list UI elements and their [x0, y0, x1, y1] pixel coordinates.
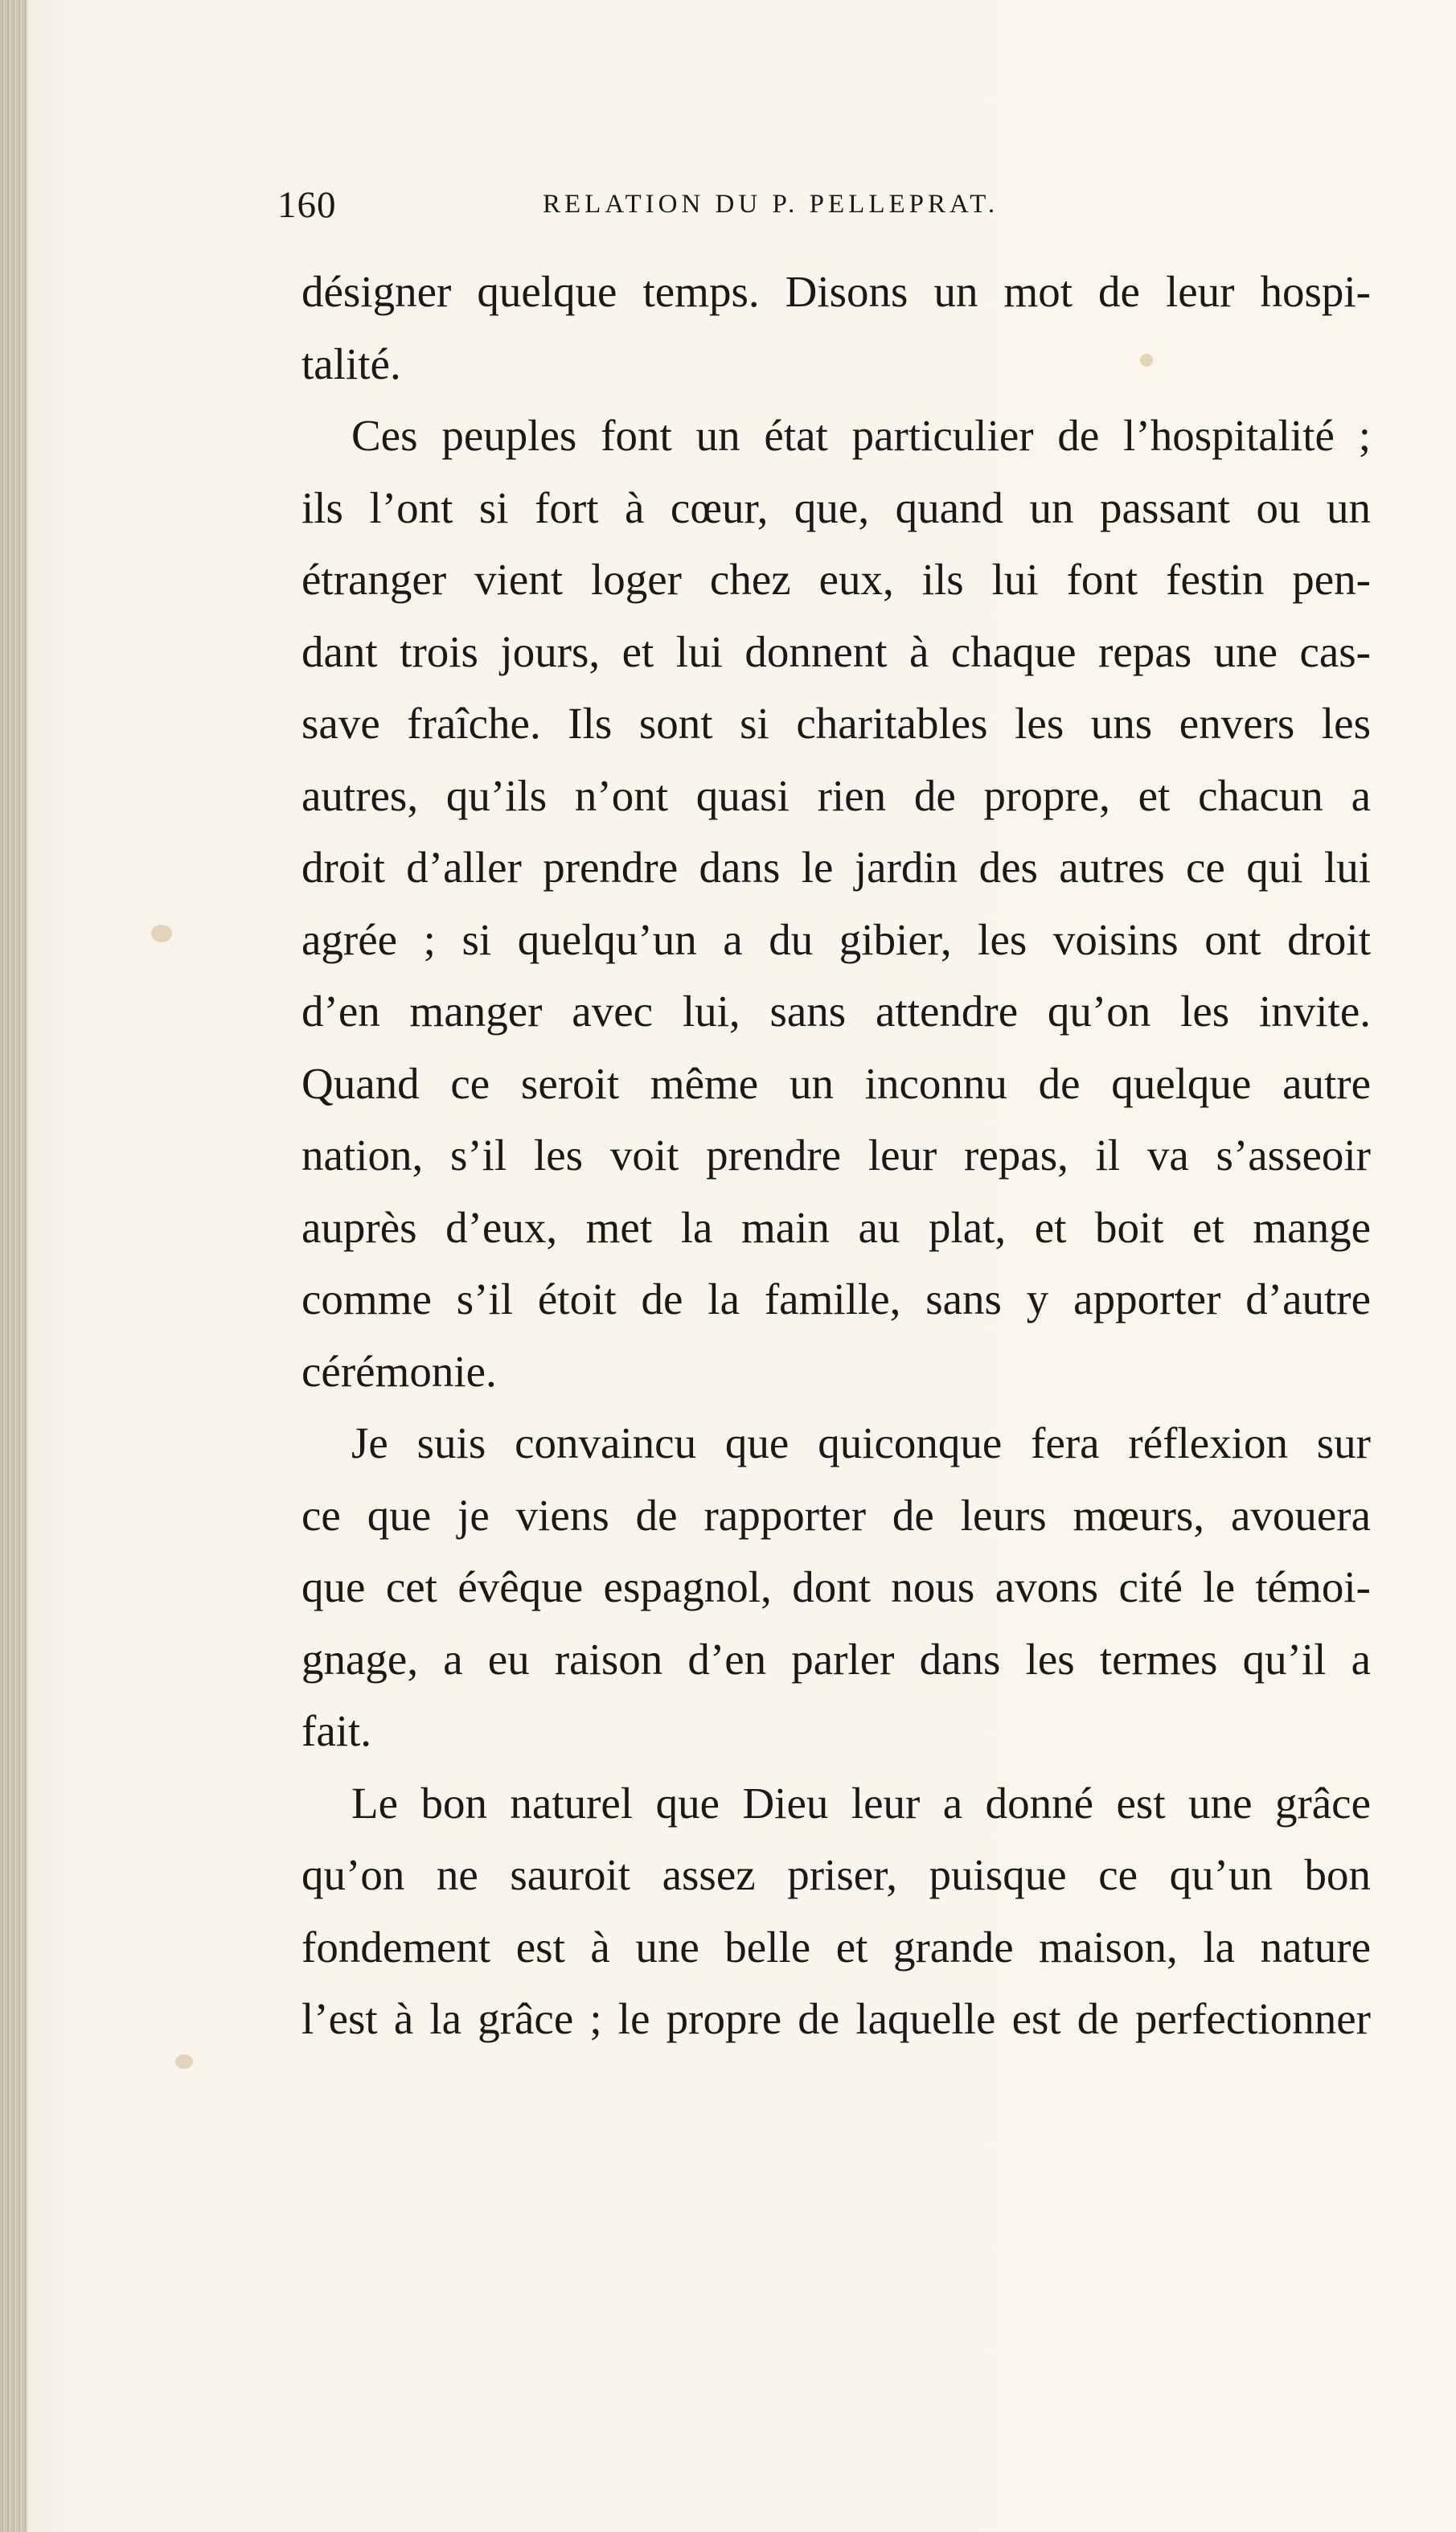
text-line: qu’on ne sauroit assez priser, puisque ce qu’un bon — [301, 1850, 1371, 1899]
text-line: gnage, a eu raison d’en parler dans les termes qu’il a — [301, 1634, 1371, 1684]
text-line: fondement est à une belle et grande maison, la nature — [301, 1922, 1371, 1972]
running-head: RELATION DU P. PELLEPRAT. — [543, 190, 999, 219]
text-line: que cet évêque espagnol, dont nous avons cité le témoi- — [301, 1562, 1371, 1611]
text-line: ils l’ont si fort à cœur, que, quand un passant ou un — [301, 482, 1371, 532]
text-line: Quand ce seroit même un inconnu de quelque autre — [301, 1058, 1371, 1108]
paragraph-first-line: Le bon naturel que Dieu leur a donné est une grâce — [351, 1778, 1371, 1828]
foxing-spot — [151, 925, 172, 942]
text-line: dant trois jours, et lui donnent à chaque repas une cas- — [301, 626, 1371, 676]
page-header — [277, 183, 1379, 232]
text-line: save fraîche. Ils sont si charitables les uns envers les — [301, 699, 1371, 748]
book-binding-edge — [0, 0, 27, 2532]
text-line: nation, s’il les voit prendre leur repas, il va s’asseoir — [301, 1131, 1371, 1180]
text-line: autres, qu’ils n’ont quasi rien de propre, et chacun a — [301, 770, 1371, 820]
text-line: comme s’il étoit de la famille, sans y apporter d’autre — [301, 1274, 1371, 1323]
text-line: d’en manger avec lui, sans attendre qu’on les invite. — [301, 987, 1371, 1036]
paragraph-first-line: Je suis convaincu que quiconque fera réflexion sur — [351, 1418, 1371, 1467]
text-line: ce que je viens de rapporter de leurs mœurs, avouera — [301, 1490, 1371, 1540]
text-line: désigner quelque temps. Disons un mot de leur hospi- — [301, 267, 1371, 316]
text-line: étranger vient loger chez eux, ils lui font festin pen- — [301, 555, 1371, 604]
text-line: agrée ; si quelqu’un a du gibier, les voisins ont droit — [301, 914, 1371, 964]
paragraph-first-line: Ces peuples font un état particulier de l’hospitalité ; — [351, 411, 1371, 460]
text-line: droit d’aller prendre dans le jardin des autres ce qui lui — [301, 843, 1371, 892]
foxing-spot — [175, 2054, 193, 2069]
page-number: 160 — [277, 184, 337, 226]
text-line: auprès d’eux, met la main au plat, et boit et mange — [301, 1202, 1371, 1252]
text-line: l’est à la grâce ; le propre de laquelle est de perfectionner — [301, 1994, 1371, 2043]
text-line: talité. — [301, 339, 401, 388]
text-line: cérémonie. — [301, 1346, 497, 1396]
text-line: fait. — [301, 1706, 372, 1755]
body-text — [301, 256, 1371, 2055]
